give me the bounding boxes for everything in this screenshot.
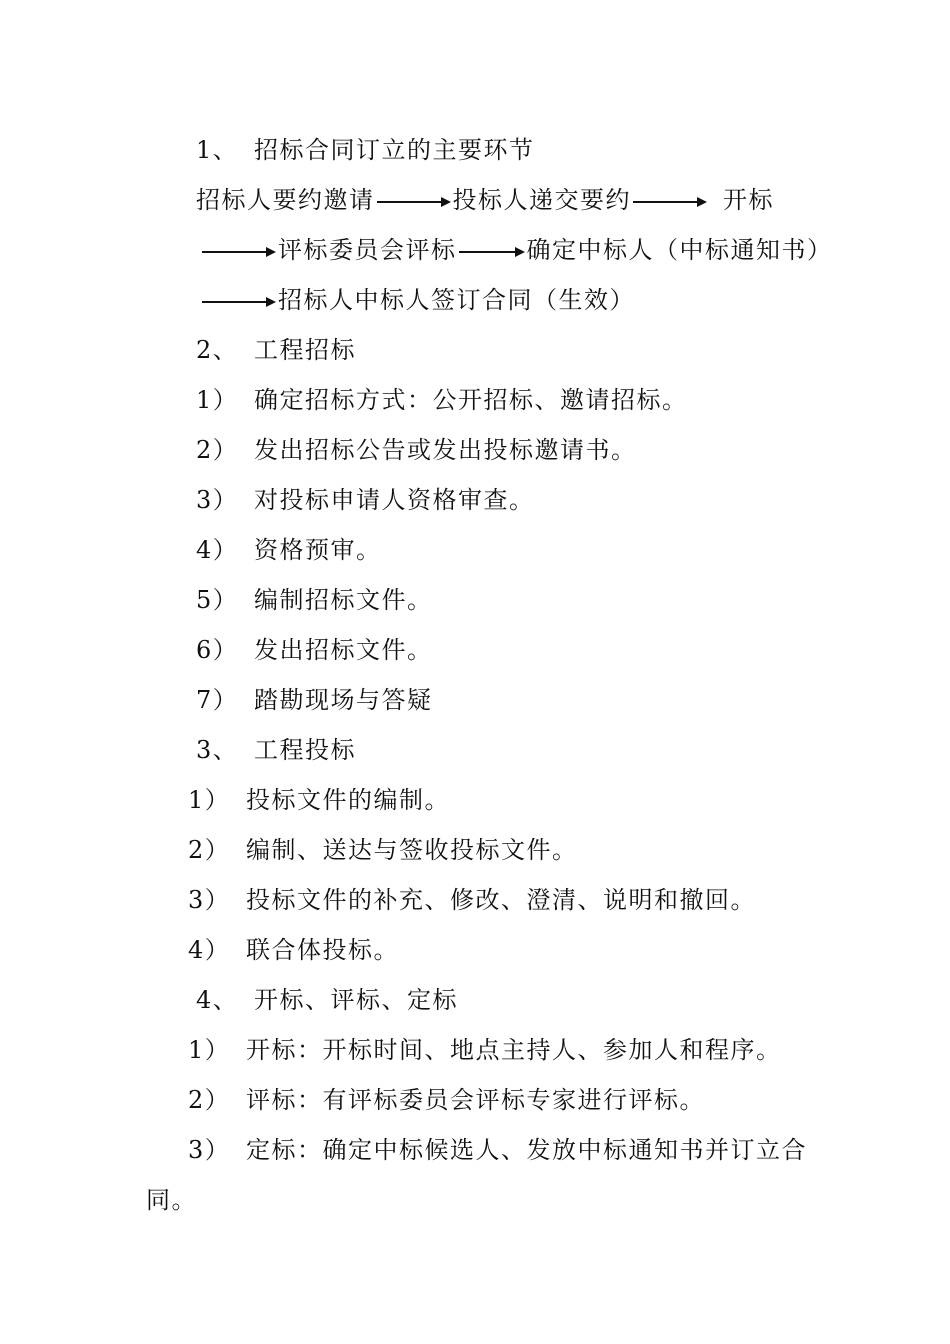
- item-text-continuation: 同。: [146, 1186, 197, 1214]
- item-number: 4）: [188, 936, 231, 964]
- item-text: 投标文件的补充、修改、澄清、说明和撤回。: [246, 886, 756, 914]
- list-item: [188, 1035, 782, 1065]
- section-2-heading: [196, 335, 356, 365]
- section-4-number: 4、: [196, 986, 239, 1014]
- item-text: 资格预审。: [254, 536, 382, 564]
- flow-step-6: 招标人中标人签订合同（生效）: [278, 286, 635, 314]
- section-1-number: 1、: [196, 136, 239, 164]
- item-text: 开标：开标时间、地点主持人、参加人和程序。: [246, 1036, 782, 1064]
- item-number: 2）: [188, 836, 231, 864]
- flow-step-4: 评标委员会评标: [278, 236, 457, 264]
- item-text: 编制、送达与签收投标文件。: [246, 836, 578, 864]
- section-4-heading: [196, 985, 458, 1015]
- arrow-right-icon: [459, 246, 525, 258]
- list-item: [188, 1085, 705, 1115]
- list-item: [196, 485, 535, 515]
- arrow-right-icon: [633, 196, 707, 208]
- item-text: 发出招标文件。: [254, 636, 433, 664]
- flow-step-5: 确定中标人（中标通知书）: [526, 236, 833, 264]
- list-item: [196, 535, 382, 565]
- section-1-title: 招标合同订立的主要环节: [254, 136, 535, 164]
- item-number: 4）: [196, 536, 239, 564]
- item-number: 1）: [188, 786, 231, 814]
- item-number: 3）: [188, 1136, 231, 1164]
- flow-row-1: [196, 185, 774, 215]
- list-item: [188, 1135, 807, 1165]
- item-number: 2）: [188, 1086, 231, 1114]
- item-number: 5）: [196, 586, 239, 614]
- item-text: 定标：确定中标候选人、发放中标通知书并订立合: [246, 1136, 807, 1164]
- section-2-title: 工程招标: [254, 336, 356, 364]
- item-text: 评标：有评标委员会评标专家进行评标。: [246, 1086, 705, 1114]
- item-number: 3）: [188, 886, 231, 914]
- list-item: [196, 385, 688, 415]
- item-text: 对投标申请人资格审查。: [254, 486, 535, 514]
- flow-row-2: [200, 235, 833, 265]
- section-3-heading: [196, 735, 356, 765]
- arrow-right-icon: [202, 246, 276, 258]
- item-text: 确定招标方式：公开招标、邀请招标。: [254, 386, 688, 414]
- item-number: 1）: [188, 1036, 231, 1064]
- list-item: [196, 635, 433, 665]
- item-number: 1）: [196, 386, 239, 414]
- list-item-continuation: [146, 1185, 197, 1215]
- section-4-title: 开标、评标、定标: [254, 986, 458, 1014]
- flow-row-3: [200, 285, 635, 315]
- list-item: [196, 685, 433, 715]
- arrow-right-icon: [377, 196, 451, 208]
- section-1-heading: [196, 135, 535, 165]
- arrow-right-icon: [202, 296, 276, 308]
- item-text: 编制招标文件。: [254, 586, 433, 614]
- item-number: 3）: [196, 486, 239, 514]
- list-item: [196, 435, 637, 465]
- flow-step-1: 招标人要约邀请: [196, 186, 375, 214]
- section-3-title: 工程投标: [254, 736, 356, 764]
- item-text: 投标文件的编制。: [246, 786, 450, 814]
- list-item: [188, 835, 578, 865]
- item-text: 发出招标公告或发出投标邀请书。: [254, 436, 637, 464]
- item-number: 2）: [196, 436, 239, 464]
- item-number: 7）: [196, 686, 239, 714]
- list-item: [196, 585, 433, 615]
- section-3-number: 3、: [196, 736, 239, 764]
- list-item: [188, 885, 756, 915]
- section-2-number: 2、: [196, 336, 239, 364]
- flow-step-2: 投标人递交要约: [452, 186, 631, 214]
- item-number: 6）: [196, 636, 239, 664]
- list-item: [188, 935, 399, 965]
- item-text: 联合体投标。: [246, 936, 399, 964]
- item-text: 踏勘现场与答疑: [254, 686, 433, 714]
- list-item: [188, 785, 450, 815]
- flow-step-3: 开标: [723, 186, 774, 214]
